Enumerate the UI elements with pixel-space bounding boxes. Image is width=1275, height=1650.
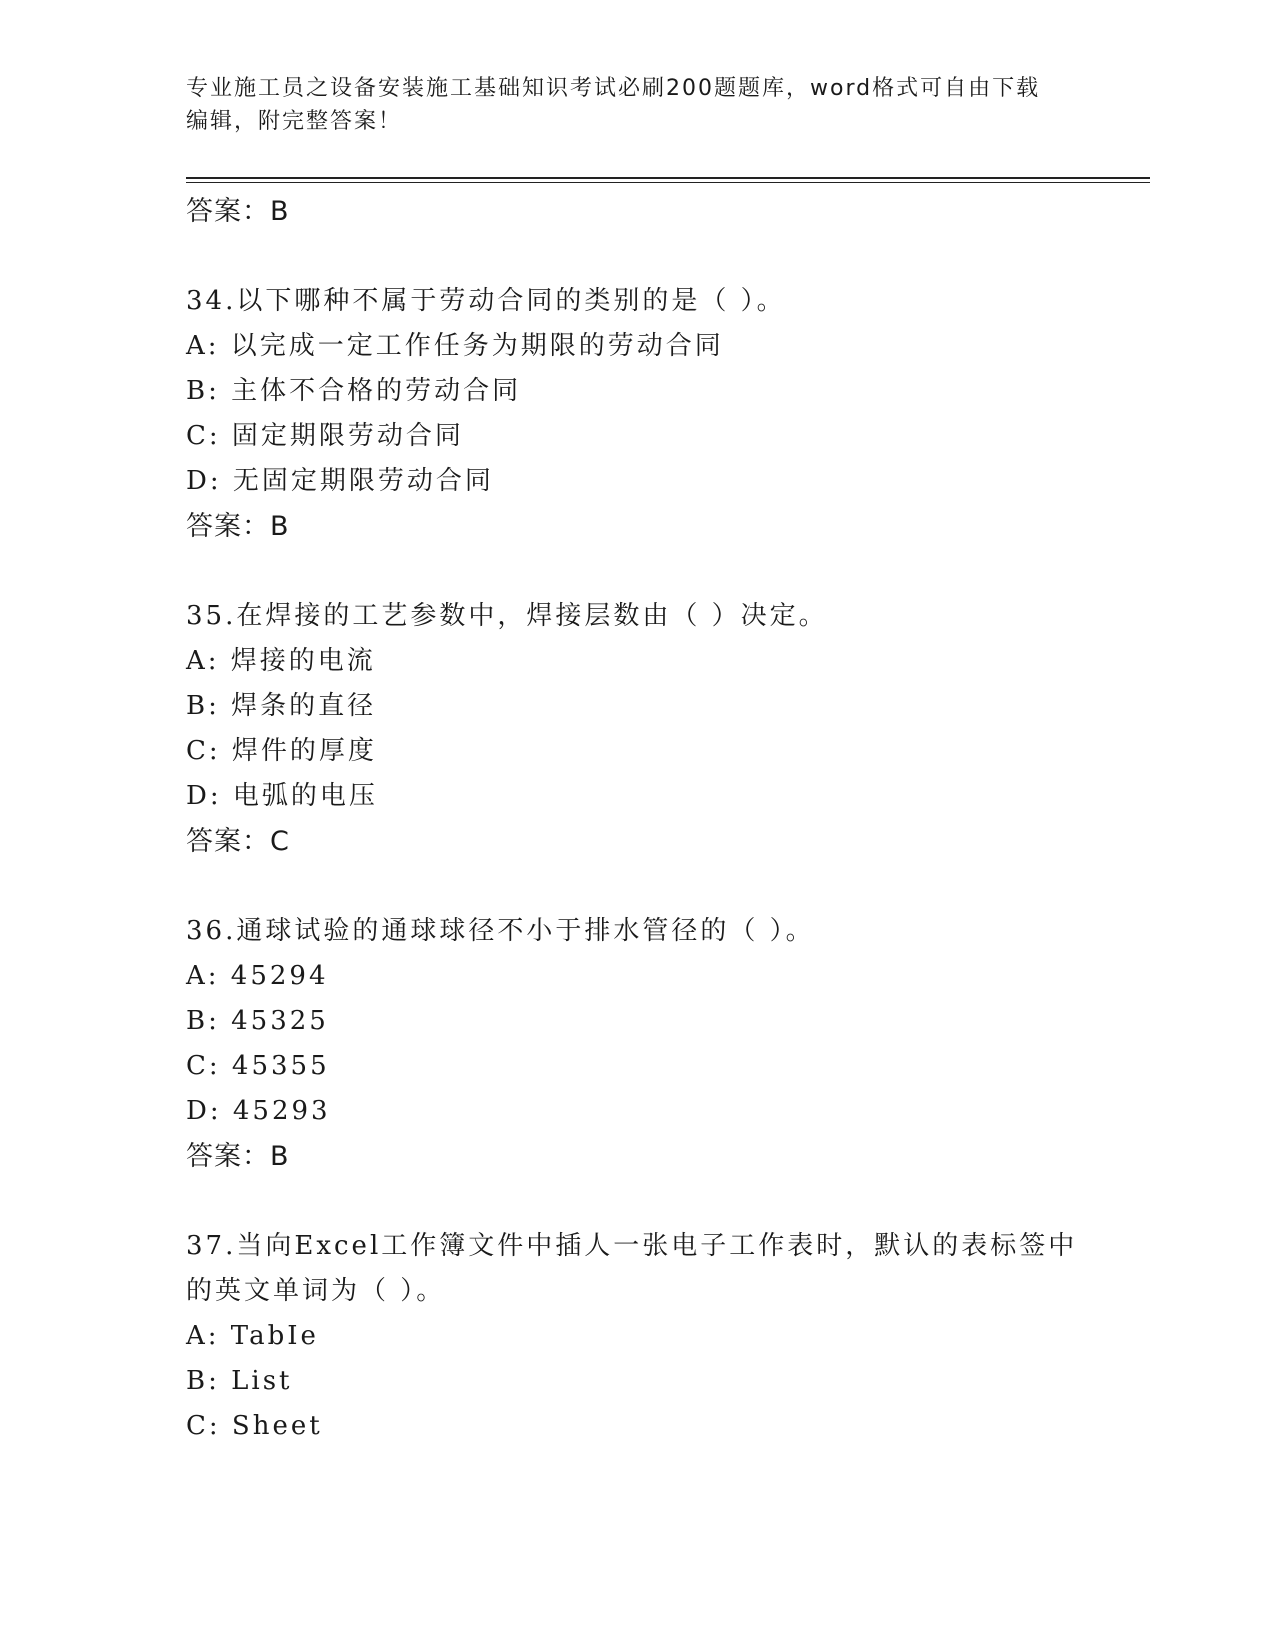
header-line-2: 编辑，附完整答案！ bbox=[186, 109, 403, 134]
question-35 bbox=[186, 594, 1086, 864]
option-a: A: TabIe bbox=[186, 1321, 319, 1351]
spacer bbox=[186, 234, 1086, 279]
header-rule-thin bbox=[186, 182, 1150, 183]
option-c: C: 45355 bbox=[186, 1051, 330, 1081]
option-b: B: 主体不合格的劳动合同 bbox=[186, 376, 522, 406]
question-36 bbox=[186, 909, 1086, 1179]
option-d: D: 无固定期限劳动合同 bbox=[186, 466, 494, 496]
question-stem-line-2: 的英文单词为（ ）。 bbox=[186, 1276, 446, 1306]
previous-answer: 答案：B bbox=[186, 196, 290, 227]
header-rule-thick bbox=[186, 177, 1150, 179]
question-37 bbox=[186, 1224, 1086, 1449]
answer: 答案：C bbox=[186, 826, 290, 857]
option-b: B: 焊条的直径 bbox=[186, 691, 377, 721]
option-d: D: 电弧的电压 bbox=[186, 781, 378, 811]
spacer bbox=[186, 549, 1086, 594]
question-stem: 35.在焊接的工艺参数中，焊接层数由（ ）决定。 bbox=[186, 601, 828, 631]
question-34 bbox=[186, 279, 1086, 549]
option-a: A: 焊接的电流 bbox=[186, 646, 376, 676]
question-stem-line-1: 37.当向Excel工作簿文件中插人一张电子工作表时，默认的表标签中 bbox=[186, 1231, 1078, 1261]
question-stem: 34.以下哪种不属于劳动合同的类别的是（ ）。 bbox=[186, 286, 786, 316]
spacer bbox=[186, 864, 1086, 909]
option-a: A: 以完成一定工作任务为期限的劳动合同 bbox=[186, 331, 724, 361]
option-c: C: 焊件的厚度 bbox=[186, 736, 377, 766]
header-line-1: 专业施工员之设备安装施工基础知识考试必刷200题题库，word格式可自由下载 bbox=[186, 76, 1041, 101]
question-content bbox=[186, 189, 1086, 1449]
option-a: A: 45294 bbox=[186, 961, 329, 991]
answer: 答案：B bbox=[186, 511, 290, 542]
answer: 答案：B bbox=[186, 1141, 290, 1172]
option-c: C: 固定期限劳动合同 bbox=[186, 421, 464, 451]
document-header bbox=[186, 72, 1086, 138]
option-d: D: 45293 bbox=[186, 1096, 331, 1126]
option-b: B: 45325 bbox=[186, 1006, 329, 1036]
spacer bbox=[186, 1179, 1086, 1224]
option-c: C: Sheet bbox=[186, 1411, 323, 1441]
option-b: B: List bbox=[186, 1366, 293, 1396]
question-stem: 36.通球试验的通球球径不小于排水管径的（ ）。 bbox=[186, 916, 815, 946]
